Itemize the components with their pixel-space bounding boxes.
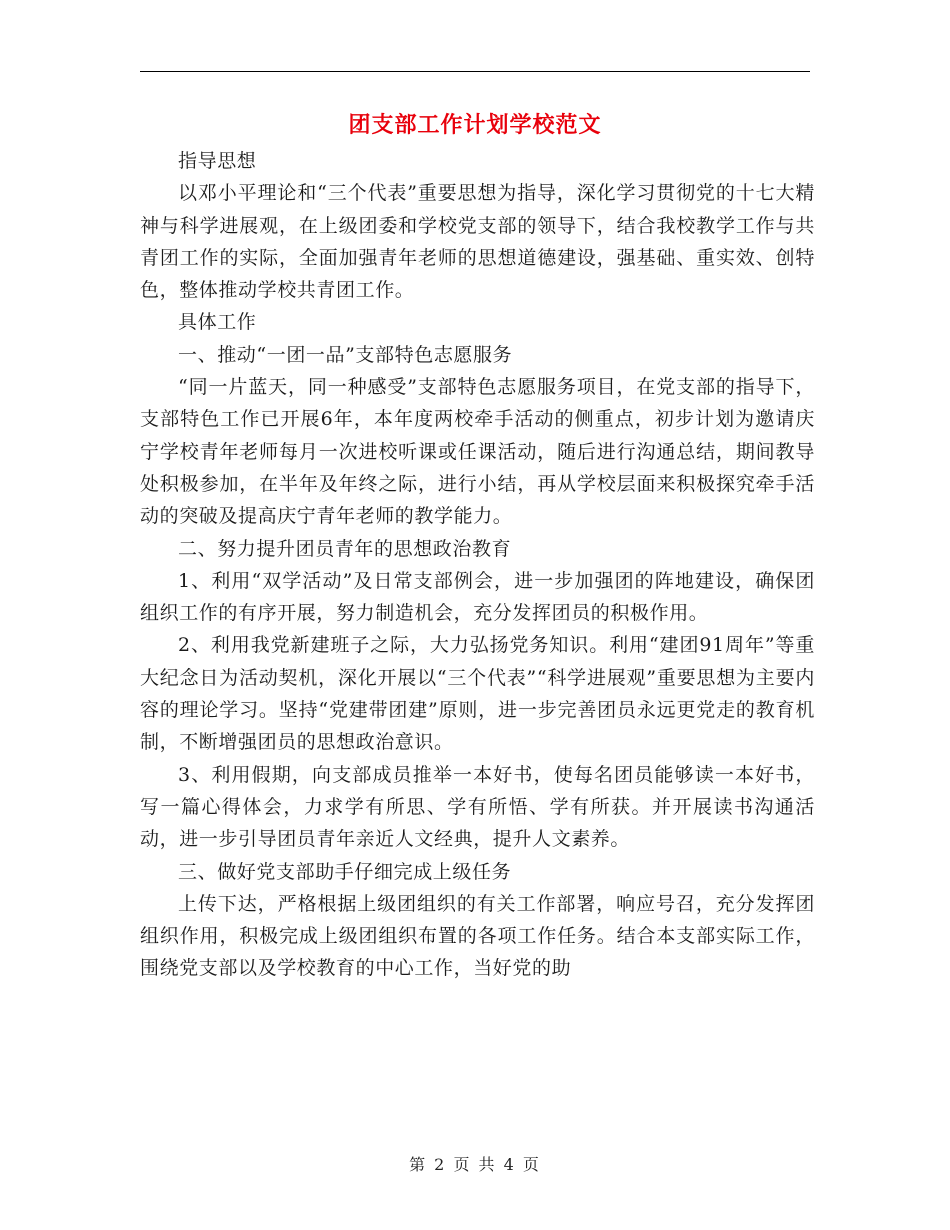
paragraph-guiding-thought: 以邓小平理论和“三个代表”重要思想为指导，深化学习贯彻党的十七大精神与科学进展观，在上级团委和学校党支部的领导下，结合我校教学工作与共青团工作的实际，全面加强青年老师的思想道德建设，强基础、重实效、创特色，整体推动学校共青团工作。 xyxy=(140,182,815,302)
subheading-political-education: 二、努力提升团员青年的思想政治教育 xyxy=(178,537,512,560)
subheading-assist-party-branch: 三、做好党支部助手仔细完成上级任务 xyxy=(178,860,512,883)
paragraph-item-1: 1、利用“双学活动”及日常支部例会，进一步加强团的阵地建设，确保团组织工作的有序开展，努力制造机会，充分发挥团员的积极作用。 xyxy=(140,569,815,625)
section-heading-specific-work: 具体工作 xyxy=(178,311,257,334)
header-rule xyxy=(140,71,810,72)
page-number-footer: 第 2 页 共 4 页 xyxy=(409,1155,541,1174)
document-title: 团支部工作计划学校范文 xyxy=(348,113,602,138)
paragraph-assist-party-branch: 上传下达，严格根据上级团组织的有关工作部署，响应号召，充分发挥团组织作用，积极完成上级团组织布置的各项工作任务。结合本支部实际工作，围绕党支部以及学校教育的中心工作，当好党的助 xyxy=(140,892,815,980)
paragraph-volunteer-service: “同一片蓝天，同一种感受”支部特色志愿服务项目，在党支部的指导下，支部特色工作已开展6年，本年度两校牵手活动的侧重点，初步计划为邀请庆宁学校青年老师每月一次进校听课或任课活动，随后进行沟通总结，期间教导处积极参加，在半年及年终之际，进行小结，再从学校层面来积极探究牵手活动的突破及提高庆宁青年老师的教学能力。 xyxy=(140,376,815,528)
document-body xyxy=(140,145,815,985)
subheading-volunteer-service: 一、推动“一团一品”支部特色志愿服务 xyxy=(178,343,513,366)
paragraph-item-3: 3、利用假期，向支部成员推举一本好书，使每名团员能够读一本好书，写一篇心得体会，力求学有所思、学有所悟、学有所获。并开展读书沟通活动，进一步引导团员青年亲近人文经典，提升人文素养。 xyxy=(140,763,815,851)
section-heading-guiding-thought: 指导思想 xyxy=(178,150,257,172)
paragraph-item-2: 2、利用我党新建班子之际，大力弘扬党务知识。利用“建团91周年”等重大纪念日为活动契机，深化开展以“三个代表”“科学进展观”重要思想为主要内容的理论学习。坚持“党建带团建”原则，进一步完善团员永远更党走的教育机制，不断增强团员的思想政治意识。 xyxy=(140,634,815,754)
